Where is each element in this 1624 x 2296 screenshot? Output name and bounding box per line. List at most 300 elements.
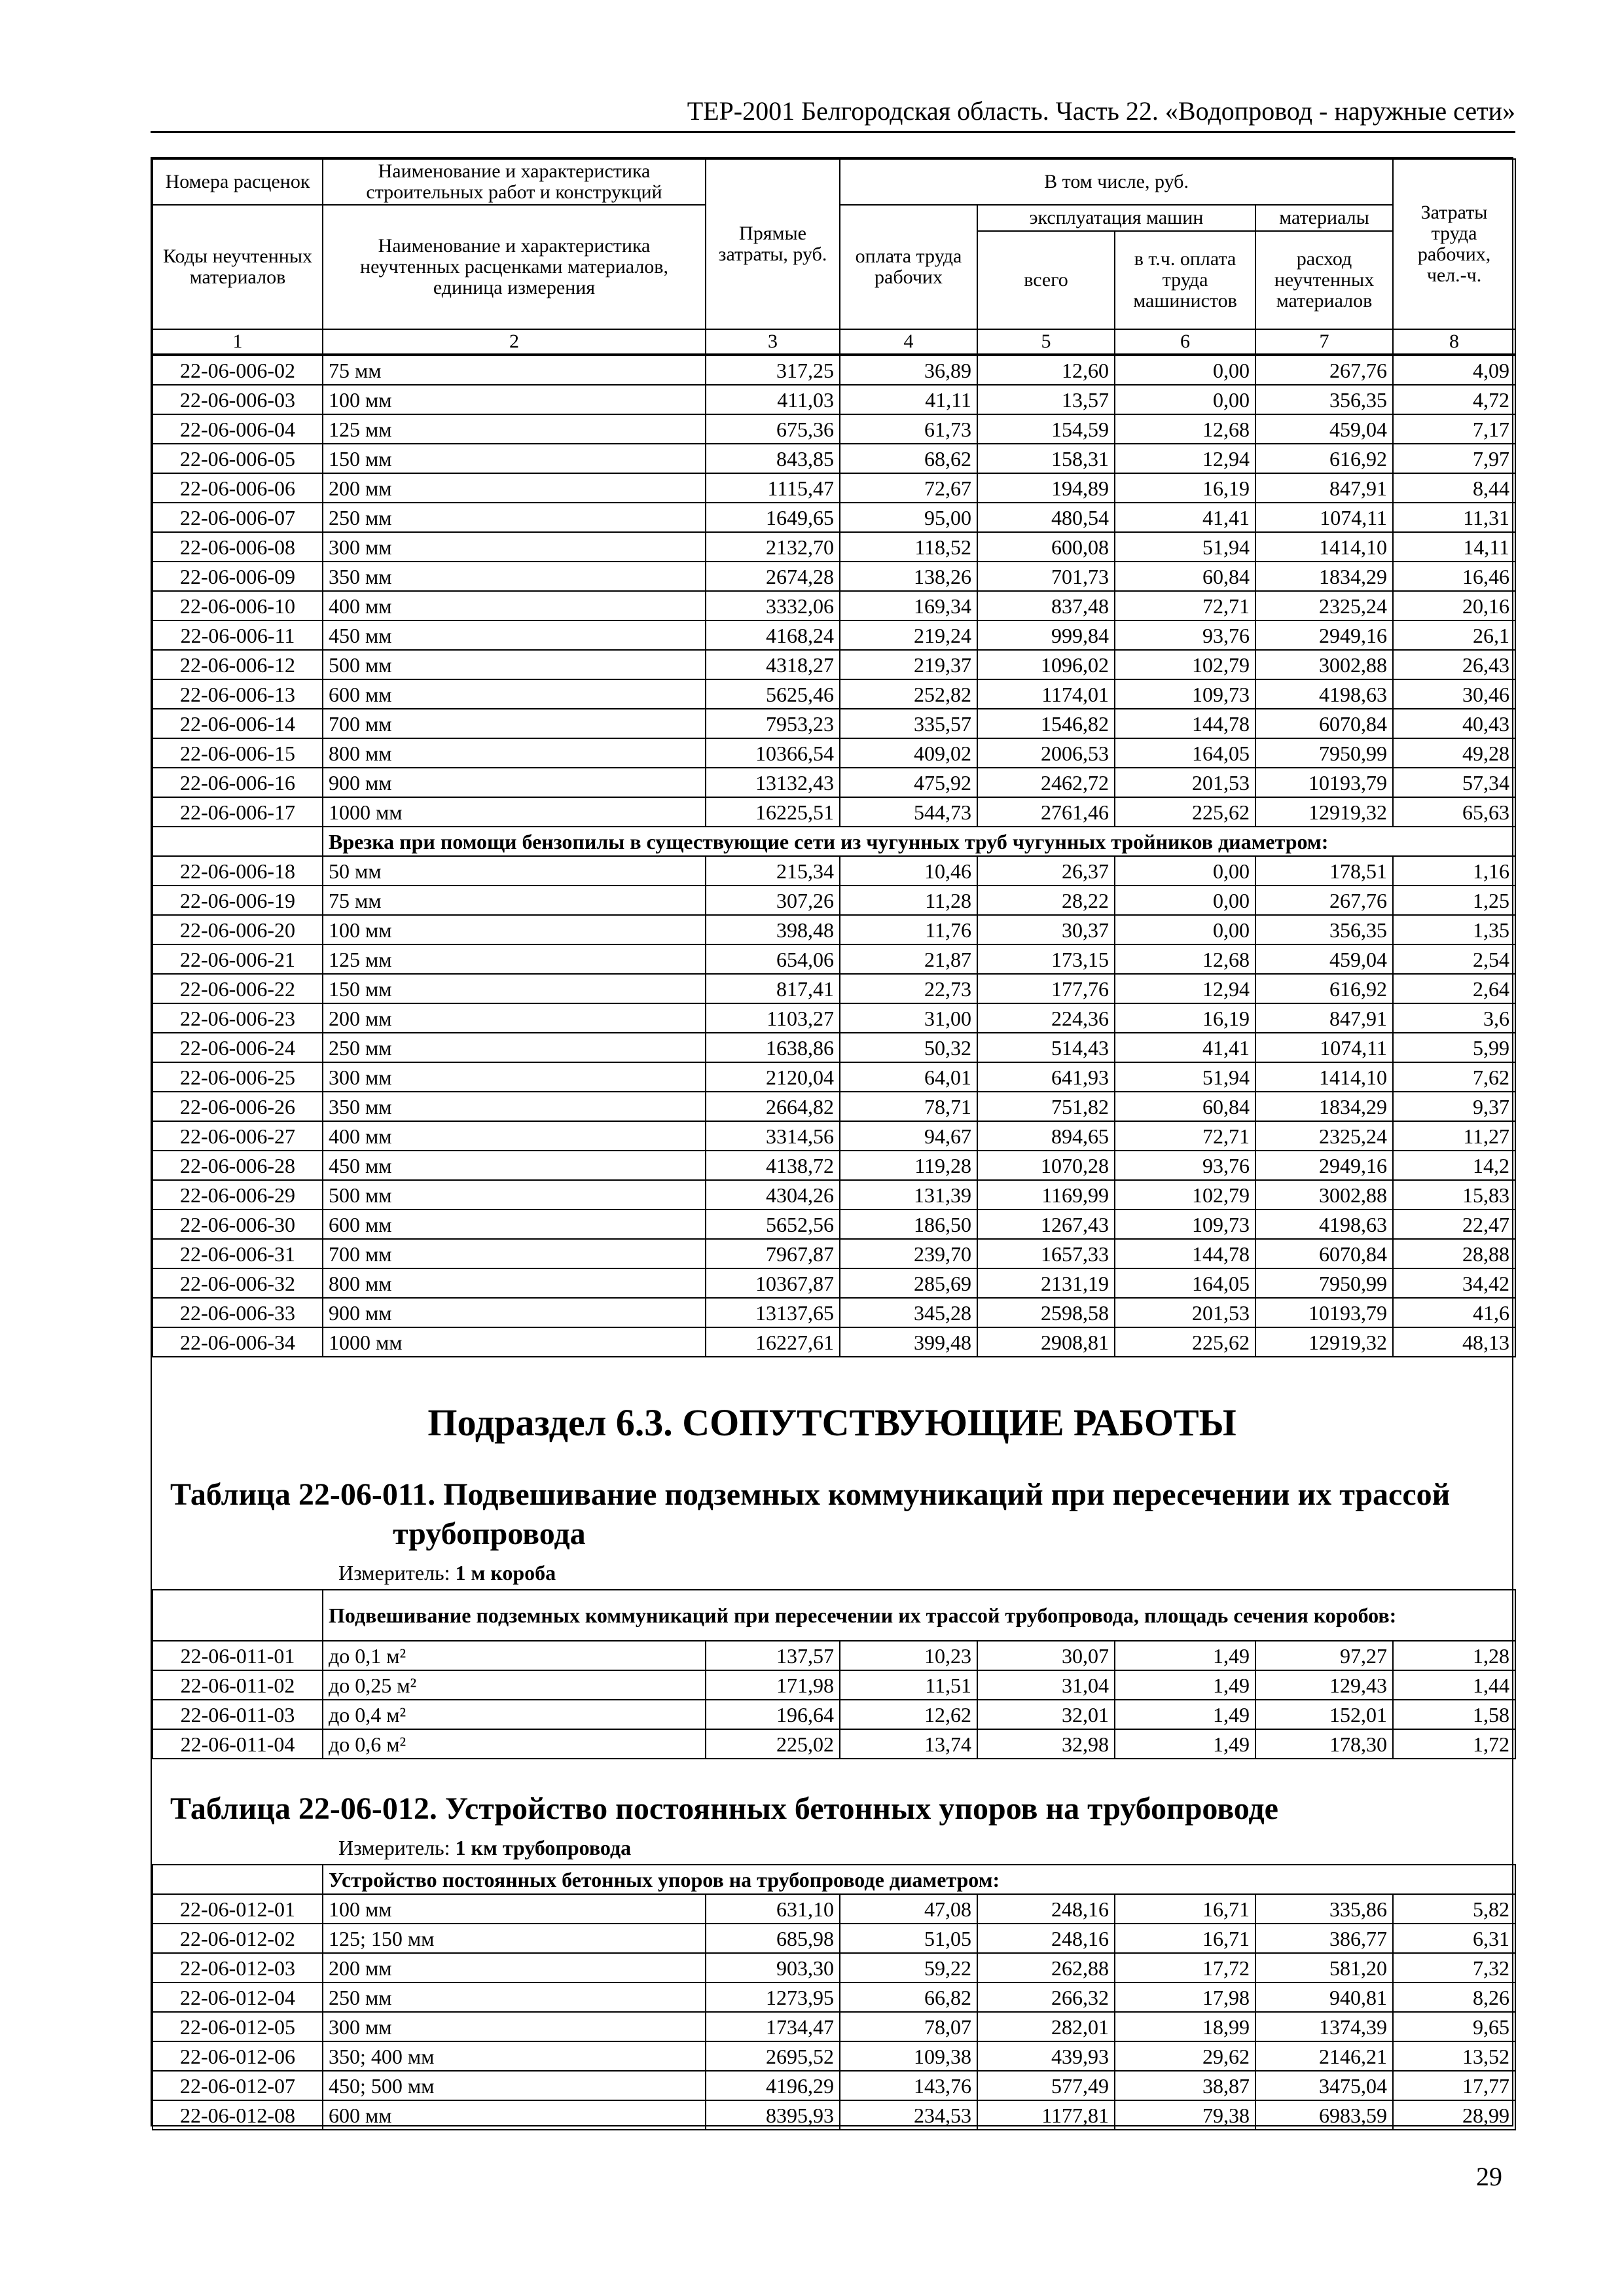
labor-hours: 49,28	[1393, 738, 1515, 768]
machines-labor: 18,99	[1115, 2012, 1255, 2041]
machines-labor: 0,00	[1115, 915, 1255, 944]
rate-name: 125 мм	[323, 414, 706, 444]
labor-hours: 8,44	[1393, 473, 1515, 503]
labor-cost: 10,23	[840, 1641, 977, 1670]
machines-labor: 109,73	[1115, 1210, 1255, 1239]
table-row	[153, 1894, 1515, 1924]
machines-total: 577,49	[977, 2071, 1115, 2100]
materials-cost: 1834,29	[1255, 1092, 1393, 1121]
labor-cost: 234,53	[840, 2100, 977, 2130]
direct-cost: 411,03	[706, 385, 840, 414]
table-row	[153, 1298, 1515, 1327]
table-row	[153, 1924, 1515, 1953]
machines-labor: 72,71	[1115, 591, 1255, 620]
rate-name: 300 мм	[323, 532, 706, 562]
table-row	[153, 1327, 1515, 1357]
machines-labor: 16,19	[1115, 1003, 1255, 1033]
machines-total: 2598,58	[977, 1298, 1115, 1327]
labor-hours: 1,72	[1393, 1729, 1515, 1759]
table-row	[153, 797, 1515, 827]
machines-total: 1096,02	[977, 650, 1115, 679]
rate-code: 22-06-006-21	[153, 944, 323, 974]
rate-name: 200 мм	[323, 1953, 706, 1982]
table-row	[153, 444, 1515, 473]
rate-name: 150 мм	[323, 974, 706, 1003]
rate-code: 22-06-012-07	[153, 2071, 323, 2100]
table-row	[153, 974, 1515, 1003]
rates-table-011	[152, 1589, 1516, 1759]
machines-total: 224,36	[977, 1003, 1115, 1033]
labor-cost: 335,57	[840, 709, 977, 738]
machines-total: 480,54	[977, 503, 1115, 532]
table-row	[153, 1180, 1515, 1210]
materials-cost: 1414,10	[1255, 532, 1393, 562]
labor-cost: 47,08	[840, 1894, 977, 1924]
machines-total: 600,08	[977, 532, 1115, 562]
machines-labor: 72,71	[1115, 1121, 1255, 1151]
rate-code: 22-06-006-12	[153, 650, 323, 679]
labor-hours: 4,72	[1393, 385, 1515, 414]
labor-cost: 285,69	[840, 1268, 977, 1298]
machines-total: 282,01	[977, 2012, 1115, 2041]
col-machines: эксплуатация машин	[977, 205, 1255, 231]
rate-code: 22-06-006-24	[153, 1033, 323, 1062]
labor-hours: 1,25	[1393, 886, 1515, 915]
labor-hours: 4,09	[1393, 355, 1515, 385]
materials-cost: 178,51	[1255, 856, 1393, 886]
rate-code: 22-06-006-27	[153, 1121, 323, 1151]
direct-cost: 1734,47	[706, 2012, 840, 2041]
rate-name: 400 мм	[323, 1121, 706, 1151]
rate-name: 450; 500 мм	[323, 2071, 706, 2100]
labor-cost: 72,67	[840, 473, 977, 503]
labor-cost: 219,37	[840, 650, 977, 679]
labor-cost: 66,82	[840, 1982, 977, 2012]
table-row	[153, 1729, 1515, 1759]
direct-cost: 2132,70	[706, 532, 840, 562]
col-name-top: Наименование и характеристика строительных работ и конструкций	[323, 159, 706, 205]
table-011-title-line2: трубопровода	[393, 1516, 586, 1551]
materials-cost: 4198,63	[1255, 679, 1393, 709]
machines-labor: 0,00	[1115, 886, 1255, 915]
machines-labor: 60,84	[1115, 1092, 1255, 1121]
rate-name: 400 мм	[323, 591, 706, 620]
rates-table-012	[152, 1864, 1516, 2130]
machines-total: 999,84	[977, 620, 1115, 650]
machines-total: 1657,33	[977, 1239, 1115, 1268]
direct-cost: 675,36	[706, 414, 840, 444]
rate-name: 450 мм	[323, 1151, 706, 1180]
direct-cost: 5652,56	[706, 1210, 840, 1239]
materials-cost: 1374,39	[1255, 2012, 1393, 2041]
rate-code: 22-06-012-05	[153, 2012, 323, 2041]
col-code-bottom: Коды неучтенных материалов	[153, 205, 323, 329]
labor-hours: 57,34	[1393, 768, 1515, 797]
rate-code: 22-06-006-05	[153, 444, 323, 473]
rate-code: 22-06-006-28	[153, 1151, 323, 1180]
rate-code: 22-06-006-29	[153, 1180, 323, 1210]
col-number: 7	[1255, 329, 1393, 354]
machines-labor: 102,79	[1115, 650, 1255, 679]
machines-labor: 0,00	[1115, 355, 1255, 385]
direct-cost: 307,26	[706, 886, 840, 915]
rate-name: 350; 400 мм	[323, 2041, 706, 2071]
machines-total: 32,98	[977, 1729, 1115, 1759]
rate-name: 1000 мм	[323, 797, 706, 827]
labor-hours: 6,31	[1393, 1924, 1515, 1953]
rate-code: 22-06-006-19	[153, 886, 323, 915]
labor-hours: 28,88	[1393, 1239, 1515, 1268]
direct-cost: 2120,04	[706, 1062, 840, 1092]
rate-name: 300 мм	[323, 1062, 706, 1092]
labor-hours: 5,99	[1393, 1033, 1515, 1062]
direct-cost: 685,98	[706, 1924, 840, 1953]
labor-cost: 252,82	[840, 679, 977, 709]
rate-name: 700 мм	[323, 1239, 706, 1268]
labor-hours: 1,28	[1393, 1641, 1515, 1670]
materials-cost: 616,92	[1255, 444, 1393, 473]
rate-name: до 0,1 м²	[323, 1641, 706, 1670]
materials-cost: 12919,32	[1255, 1327, 1393, 1357]
machines-labor: 17,72	[1115, 1953, 1255, 1982]
rate-name: 200 мм	[323, 473, 706, 503]
direct-cost: 398,48	[706, 915, 840, 944]
labor-cost: 64,01	[840, 1062, 977, 1092]
labor-cost: 59,22	[840, 1953, 977, 1982]
machines-total: 31,04	[977, 1670, 1115, 1700]
labor-cost: 50,32	[840, 1033, 977, 1062]
labor-hours: 13,52	[1393, 2041, 1515, 2071]
labor-hours: 1,58	[1393, 1700, 1515, 1729]
labor-hours: 65,63	[1393, 797, 1515, 827]
labor-cost: 94,67	[840, 1121, 977, 1151]
materials-cost: 3002,88	[1255, 650, 1393, 679]
labor-hours: 11,27	[1393, 1121, 1515, 1151]
direct-cost: 4304,26	[706, 1180, 840, 1210]
labor-hours: 7,32	[1393, 1953, 1515, 1982]
col-name-bottom: Наименование и характеристика неучтенных расценками материалов, единица измерения	[323, 205, 706, 329]
rate-name: 450 мм	[323, 620, 706, 650]
direct-cost: 5625,46	[706, 679, 840, 709]
labor-cost: 399,48	[840, 1327, 977, 1357]
rate-name: 100 мм	[323, 385, 706, 414]
machines-total: 248,16	[977, 1924, 1115, 1953]
labor-hours: 28,99	[1393, 2100, 1515, 2130]
machines-total: 194,89	[977, 473, 1115, 503]
materials-cost: 1834,29	[1255, 562, 1393, 591]
table-row	[153, 532, 1515, 562]
labor-cost: 131,39	[840, 1180, 977, 1210]
machines-labor: 0,00	[1115, 856, 1255, 886]
labor-cost: 11,28	[840, 886, 977, 915]
machines-labor: 60,84	[1115, 562, 1255, 591]
materials-cost: 152,01	[1255, 1700, 1393, 1729]
table-row	[153, 944, 1515, 974]
rate-code: 22-06-006-15	[153, 738, 323, 768]
labor-cost: 169,34	[840, 591, 977, 620]
machines-labor: 12,68	[1115, 944, 1255, 974]
column-header-table	[152, 158, 1516, 355]
labor-cost: 41,11	[840, 385, 977, 414]
labor-cost: 143,76	[840, 2071, 977, 2100]
rate-name: до 0,25 м²	[323, 1670, 706, 1700]
labor-cost: 138,26	[840, 562, 977, 591]
labor-cost: 68,62	[840, 444, 977, 473]
table-row	[153, 473, 1515, 503]
labor-hours: 5,82	[1393, 1894, 1515, 1924]
machines-total: 13,57	[977, 385, 1115, 414]
table-011-subheading: Подвешивание подземных коммуникаций при пересечении их трассой трубопровода, площадь сечения коробов:	[323, 1590, 1515, 1641]
direct-cost: 1115,47	[706, 473, 840, 503]
machines-total: 32,01	[977, 1700, 1115, 1729]
labor-cost: 36,89	[840, 355, 977, 385]
rate-code: 22-06-006-14	[153, 709, 323, 738]
labor-cost: 239,70	[840, 1239, 977, 1268]
materials-cost: 3475,04	[1255, 2071, 1393, 2100]
labor-cost: 61,73	[840, 414, 977, 444]
materials-cost: 847,91	[1255, 473, 1393, 503]
col-incl: В том числе, руб.	[840, 159, 1393, 205]
machines-total: 248,16	[977, 1894, 1115, 1924]
materials-cost: 7950,99	[1255, 1268, 1393, 1298]
document-body	[151, 157, 1513, 2126]
rate-code: 22-06-011-02	[153, 1670, 323, 1700]
machines-labor: 201,53	[1115, 768, 1255, 797]
rate-code: 22-06-006-13	[153, 679, 323, 709]
labor-hours: 34,42	[1393, 1268, 1515, 1298]
direct-cost: 4138,72	[706, 1151, 840, 1180]
labor-cost: 544,73	[840, 797, 977, 827]
labor-cost: 12,62	[840, 1700, 977, 1729]
machines-total: 1070,28	[977, 1151, 1115, 1180]
materials-cost: 3002,88	[1255, 1180, 1393, 1210]
col-number: 3	[706, 329, 840, 354]
materials-cost: 2325,24	[1255, 591, 1393, 620]
machines-labor: 109,73	[1115, 679, 1255, 709]
labor-hours: 2,64	[1393, 974, 1515, 1003]
rate-code: 22-06-006-17	[153, 797, 323, 827]
table-row	[153, 1268, 1515, 1298]
table-row	[153, 768, 1515, 797]
materials-cost: 1074,11	[1255, 1033, 1393, 1062]
direct-cost: 10367,87	[706, 1268, 840, 1298]
rate-name: 800 мм	[323, 738, 706, 768]
machines-labor: 29,62	[1115, 2041, 1255, 2071]
direct-cost: 16225,51	[706, 797, 840, 827]
machines-total: 266,32	[977, 1982, 1115, 2012]
table-row	[153, 414, 1515, 444]
labor-hours: 16,46	[1393, 562, 1515, 591]
rate-name: 900 мм	[323, 1298, 706, 1327]
labor-hours: 9,65	[1393, 2012, 1515, 2041]
direct-cost: 16227,61	[706, 1327, 840, 1357]
direct-cost: 225,02	[706, 1729, 840, 1759]
rate-code: 22-06-006-16	[153, 768, 323, 797]
labor-cost: 78,07	[840, 2012, 977, 2041]
machines-total: 26,37	[977, 856, 1115, 886]
machines-total: 2761,46	[977, 797, 1115, 827]
direct-cost: 196,64	[706, 1700, 840, 1729]
machines-labor: 1,49	[1115, 1729, 1255, 1759]
rate-name: 125; 150 мм	[323, 1924, 706, 1953]
rate-code: 22-06-011-04	[153, 1729, 323, 1759]
machines-total: 262,88	[977, 1953, 1115, 1982]
direct-cost: 3332,06	[706, 591, 840, 620]
labor-hours: 7,62	[1393, 1062, 1515, 1092]
rate-name: 800 мм	[323, 1268, 706, 1298]
labor-cost: 118,52	[840, 532, 977, 562]
rate-name: 100 мм	[323, 915, 706, 944]
rate-code: 22-06-006-18	[153, 856, 323, 886]
machines-total: 30,07	[977, 1641, 1115, 1670]
machines-labor: 1,49	[1115, 1641, 1255, 1670]
labor-hours: 11,31	[1393, 503, 1515, 532]
labor-cost: 95,00	[840, 503, 977, 532]
rate-name: 75 мм	[323, 355, 706, 385]
rate-code: 22-06-006-09	[153, 562, 323, 591]
labor-hours: 48,13	[1393, 1327, 1515, 1357]
rate-name: 1000 мм	[323, 1327, 706, 1357]
rate-name: 100 мм	[323, 1894, 706, 1924]
table-012-title: Таблица 22-06-012. Устройство постоянных бетонных упоров на трубопроводе	[170, 1791, 1278, 1826]
labor-hours: 41,6	[1393, 1298, 1515, 1327]
materials-cost: 4198,63	[1255, 1210, 1393, 1239]
machines-labor: 164,05	[1115, 738, 1255, 768]
direct-cost: 7967,87	[706, 1239, 840, 1268]
direct-cost: 2695,52	[706, 2041, 840, 2071]
rate-name: 900 мм	[323, 768, 706, 797]
materials-cost: 1414,10	[1255, 1062, 1393, 1092]
direct-cost: 7953,23	[706, 709, 840, 738]
page-number: 29	[1476, 2162, 1502, 2191]
materials-cost: 2146,21	[1255, 2041, 1393, 2071]
direct-cost: 843,85	[706, 444, 840, 473]
rate-code: 22-06-006-31	[153, 1239, 323, 1268]
table-row	[153, 1210, 1515, 1239]
labor-cost: 21,87	[840, 944, 977, 974]
table-row	[153, 1239, 1515, 1268]
rate-name: 250 мм	[323, 1033, 706, 1062]
rate-code: 22-06-006-30	[153, 1210, 323, 1239]
labor-hours: 1,16	[1393, 856, 1515, 886]
direct-cost: 13132,43	[706, 768, 840, 797]
col-labor: оплата труда рабочих	[840, 205, 977, 329]
rate-code: 22-06-012-06	[153, 2041, 323, 2071]
machines-labor: 164,05	[1115, 1268, 1255, 1298]
direct-cost: 10366,54	[706, 738, 840, 768]
machines-labor: 16,71	[1115, 1924, 1255, 1953]
col-number: 8	[1393, 329, 1515, 354]
direct-cost: 817,41	[706, 974, 840, 1003]
col-materials: материалы	[1255, 205, 1393, 231]
materials-cost: 1074,11	[1255, 503, 1393, 532]
rate-name: 150 мм	[323, 444, 706, 473]
labor-hours: 14,2	[1393, 1151, 1515, 1180]
machines-labor: 201,53	[1115, 1298, 1255, 1327]
table-row	[153, 1121, 1515, 1151]
machines-total: 701,73	[977, 562, 1115, 591]
materials-cost: 6070,84	[1255, 709, 1393, 738]
table-row	[153, 2041, 1515, 2071]
labor-cost: 78,71	[840, 1092, 977, 1121]
materials-cost: 581,20	[1255, 1953, 1393, 1982]
rate-code: 22-06-006-25	[153, 1062, 323, 1092]
machines-labor: 0,00	[1115, 385, 1255, 414]
direct-cost: 13137,65	[706, 1298, 840, 1327]
materials-cost: 2325,24	[1255, 1121, 1393, 1151]
table-012-subheading: Устройство постоянных бетонных упоров на трубопроводе диаметром:	[323, 1865, 1515, 1894]
machines-total: 12,60	[977, 355, 1115, 385]
rate-name: 250 мм	[323, 503, 706, 532]
materials-cost: 267,76	[1255, 355, 1393, 385]
table-row	[153, 856, 1515, 886]
materials-cost: 386,77	[1255, 1924, 1393, 1953]
labor-hours: 1,44	[1393, 1670, 1515, 1700]
table-row	[153, 2100, 1515, 2130]
rate-code: 22-06-006-10	[153, 591, 323, 620]
machines-total: 1177,81	[977, 2100, 1115, 2130]
table-row	[153, 2071, 1515, 2100]
col-direct: Прямые затраты, руб.	[706, 159, 840, 329]
machines-labor: 144,78	[1115, 709, 1255, 738]
labor-cost: 475,92	[840, 768, 977, 797]
rate-name: 500 мм	[323, 1180, 706, 1210]
table-row	[153, 1062, 1515, 1092]
table-row	[153, 738, 1515, 768]
materials-cost: 356,35	[1255, 385, 1393, 414]
table-012-measure: Измеритель: 1 км трубопровода	[338, 1836, 632, 1859]
direct-cost: 4318,27	[706, 650, 840, 679]
materials-cost: 12919,32	[1255, 797, 1393, 827]
direct-cost: 317,25	[706, 355, 840, 385]
materials-cost: 356,35	[1255, 915, 1393, 944]
direct-cost: 1638,86	[706, 1033, 840, 1062]
machines-labor: 1,49	[1115, 1700, 1255, 1729]
labor-cost: 31,00	[840, 1003, 977, 1033]
rate-code: 22-06-006-20	[153, 915, 323, 944]
section-title: Подраздел 6.3. СОПУТСТВУЮЩИЕ РАБОТЫ	[427, 1401, 1236, 1444]
block2-subheading: Врезка при помощи бензопилы в существующие сети из чугунных труб чугунных тройников диаметром:	[323, 827, 1515, 856]
labor-cost: 119,28	[840, 1151, 977, 1180]
table-row	[153, 1151, 1515, 1180]
table-row	[153, 385, 1515, 414]
running-header: ТЕР-2001 Белгородская область. Часть 22. «Водопровод - наружные сети»	[151, 92, 1515, 133]
materials-cost: 2949,16	[1255, 1151, 1393, 1180]
machines-labor: 38,87	[1115, 2071, 1255, 2100]
table-row	[153, 1092, 1515, 1121]
labor-cost: 51,05	[840, 1924, 977, 1953]
machines-total: 2006,53	[977, 738, 1115, 768]
rate-code: 22-06-006-11	[153, 620, 323, 650]
direct-cost: 1649,65	[706, 503, 840, 532]
rate-code: 22-06-011-03	[153, 1700, 323, 1729]
rate-name: 50 мм	[323, 856, 706, 886]
materials-cost: 459,04	[1255, 414, 1393, 444]
col-code-top: Номера расценок	[153, 159, 323, 205]
direct-cost: 215,34	[706, 856, 840, 886]
machines-total: 2908,81	[977, 1327, 1115, 1357]
col-number: 4	[840, 329, 977, 354]
rate-name: 250 мм	[323, 1982, 706, 2012]
rate-name: 600 мм	[323, 2100, 706, 2130]
labor-hours: 17,77	[1393, 2071, 1515, 2100]
col-number: 1	[153, 329, 323, 354]
machines-total: 2462,72	[977, 768, 1115, 797]
rate-code: 22-06-006-22	[153, 974, 323, 1003]
rate-name: 350 мм	[323, 1092, 706, 1121]
table-row	[153, 650, 1515, 679]
machines-labor: 16,71	[1115, 1894, 1255, 1924]
